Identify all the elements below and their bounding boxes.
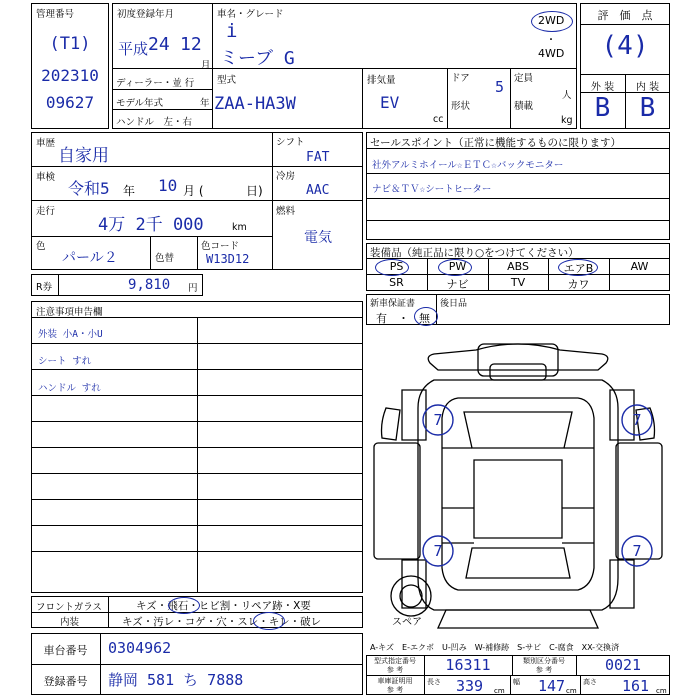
left-mirror	[382, 408, 401, 440]
inspection-year-unit: 年	[123, 184, 136, 198]
equip-aw: AW	[630, 260, 649, 273]
shape-label: 形状	[451, 101, 471, 112]
equip-abs: ABS	[507, 260, 529, 273]
inspection-month-unit: 月 (	[183, 184, 204, 198]
ext-label: 外 装	[590, 82, 615, 93]
name-line-1: i	[226, 20, 238, 42]
width-label: 幅	[513, 678, 520, 686]
cert-ref: 参 考	[386, 686, 404, 694]
spare-label: スペア	[392, 617, 422, 628]
fuel-value: 電気	[304, 230, 332, 246]
kg-unit: kg	[561, 115, 573, 126]
warranty-opt-1: 有	[376, 312, 387, 325]
damage-legend: A-キズ E-エクボ U-凹み W-補修跡 S-サビ C-腐食 XX-交換済	[370, 643, 620, 652]
interior-label: 内装	[59, 617, 79, 628]
warranty-label: 新車保証書	[370, 299, 416, 309]
spec-box	[112, 3, 577, 129]
lot-value-3: 09627	[45, 93, 95, 112]
handle-label: ハンドル 左・右	[116, 117, 193, 128]
glass-label: フロントガラス	[36, 602, 102, 613]
equip-airbag-circle	[558, 259, 598, 276]
dealer-label: ディーラー・並 行	[116, 78, 195, 89]
height-unit: cm	[656, 687, 667, 695]
capacity-label: 定員	[514, 73, 534, 84]
interior-circle	[253, 612, 285, 630]
plate-value: 静岡 581 ち 7888	[108, 671, 244, 689]
color-code-value: W13D12	[206, 252, 250, 266]
lot-value-1: (T1)	[49, 34, 91, 54]
color-value: パール２	[62, 250, 118, 266]
cert-label: 車庫証明用	[377, 677, 413, 685]
notes-line-3: ハンドル すれ	[38, 383, 101, 394]
roof	[474, 460, 562, 538]
reg-month-unit: 月	[201, 60, 211, 71]
equip-pw: PW	[448, 260, 467, 273]
lot-value-2: 202310	[41, 66, 99, 85]
class-code-value: 0021	[604, 656, 642, 674]
displacement-label: 排気量	[367, 75, 396, 86]
tire-rear-right: 7	[632, 542, 642, 560]
model-value: ZAA-HA3W	[214, 94, 296, 114]
chassis-value: 0304962	[108, 639, 172, 657]
payload-label: 積載	[514, 101, 534, 112]
ac-value: AAC	[306, 183, 330, 198]
model-year-unit: 年	[200, 98, 210, 109]
option-4wd: 4WD	[538, 47, 565, 60]
glass-circle	[168, 597, 200, 614]
equip-pw-circle	[438, 259, 472, 276]
equipment-label: 装備品（純正品に限り○をつけてください）	[370, 247, 579, 259]
chassis-label: 車台番号	[43, 644, 88, 657]
grade-label: 評 価 点	[597, 9, 653, 22]
tire-rear-left: 7	[433, 542, 443, 560]
history-value: 自家用	[58, 146, 109, 166]
recycle-label: R券	[36, 282, 53, 293]
model-label: 型式	[217, 75, 237, 86]
reg-month: 12	[180, 34, 202, 55]
equip-tv: TV	[510, 276, 526, 289]
type-code-value: 16311	[445, 656, 491, 674]
door-value: 5	[495, 78, 505, 96]
warranty-opt-2: 無	[419, 312, 430, 325]
rear-window	[466, 548, 570, 578]
plate-label: 登録番号	[43, 675, 88, 688]
front-bumper	[428, 344, 608, 370]
height-value: 161	[622, 677, 650, 695]
warranty-circle	[414, 307, 438, 326]
notes-label: 注意事項申告欄	[36, 307, 103, 318]
sales-line-1: 社外アルミホイール☆ＥＴＣ☆バックモニター	[372, 160, 564, 171]
name-label: 車名・グレード	[217, 9, 284, 20]
lot-label: 管理番号	[36, 9, 75, 20]
inspection-day-unit: 日)	[246, 184, 263, 198]
glass-options: キズ・飛石・ヒビ割・リペア跡・X要	[136, 600, 311, 612]
class-code-label: 類別区分番号	[523, 657, 565, 665]
ac-label: 冷房	[276, 171, 296, 182]
history-label: 車歴	[36, 138, 56, 149]
height-label: 高さ	[583, 678, 597, 686]
equip-ps: PS	[389, 260, 404, 273]
tire-front-left: 7	[433, 411, 443, 429]
recycle-box	[31, 274, 203, 296]
int-label: 内 装	[635, 82, 660, 93]
tire-front-right: 7	[632, 411, 642, 429]
sales-line-2: ナビ＆ＴＶ☆シートヒーター	[372, 184, 492, 195]
displacement-value: EV	[380, 93, 400, 112]
cc-unit: cc	[433, 114, 444, 125]
recycle-unit: 円	[188, 283, 198, 294]
length-unit: cm	[494, 687, 505, 695]
fuel-label: 燃料	[276, 206, 296, 217]
notes-line-2: シート すれ	[38, 356, 92, 367]
car-diagram	[366, 328, 670, 638]
door-label: ドア	[451, 73, 470, 84]
class-code-ref: 参 考	[535, 666, 553, 674]
recolor-label: 色替	[155, 253, 175, 264]
windshield	[464, 412, 572, 448]
equip-navi: ナビ	[446, 278, 469, 291]
rear-bumper	[438, 610, 598, 628]
option-2wd: 2WD	[538, 14, 565, 27]
type-code-ref: 参 考	[386, 666, 404, 674]
inspection-label: 車検	[36, 172, 56, 183]
warranty-dot: ・	[398, 312, 409, 325]
capacity-unit: 人	[562, 90, 572, 101]
spare-wheel	[391, 576, 431, 616]
shift-value: FAT	[306, 150, 330, 165]
reg-label: 初度登録年月	[117, 9, 175, 20]
name-line-2: ミーブ G	[220, 48, 295, 69]
inspection-era: 令和5	[68, 179, 110, 198]
docs-label: 後日品	[440, 299, 468, 309]
int-value: B	[639, 93, 656, 123]
length-label: 長さ	[427, 678, 441, 686]
inspection-month: 10	[158, 176, 178, 195]
grade-value: (4)	[601, 31, 649, 61]
shift-label: シフト	[276, 137, 305, 148]
reg-era: 平成	[118, 40, 149, 58]
recycle-value: 9,810	[128, 277, 171, 293]
mileage-value: 4万 2千 000	[98, 215, 204, 235]
option-2wd-circle	[531, 11, 573, 32]
interior-options: キズ・汚レ・コゲ・穴・スレ・キレ・破レ	[122, 616, 322, 628]
width-value: 147	[538, 677, 566, 695]
reg-year: 24	[148, 34, 170, 55]
color-code-label: 色コード	[201, 241, 240, 252]
ext-value: B	[594, 93, 611, 123]
equip-ps-circle	[375, 259, 409, 276]
sales-label: セールスポイント（正常に機能するものに限ります）	[370, 137, 622, 149]
color-label: 色	[36, 241, 46, 252]
type-code-label: 型式指定番号	[374, 657, 416, 665]
mileage-unit: km	[232, 222, 247, 233]
equip-airbag: エアB	[563, 262, 594, 275]
model-year-label: モデル年式	[116, 98, 164, 109]
notes-line-1: 外装 小A・小U	[38, 329, 103, 340]
equip-leather: カワ	[567, 278, 590, 291]
option-dot: ・	[546, 35, 556, 46]
equip-sr: SR	[389, 276, 404, 289]
width-unit: cm	[566, 687, 577, 695]
mileage-label: 走行	[36, 206, 56, 217]
length-value: 339	[456, 677, 484, 695]
